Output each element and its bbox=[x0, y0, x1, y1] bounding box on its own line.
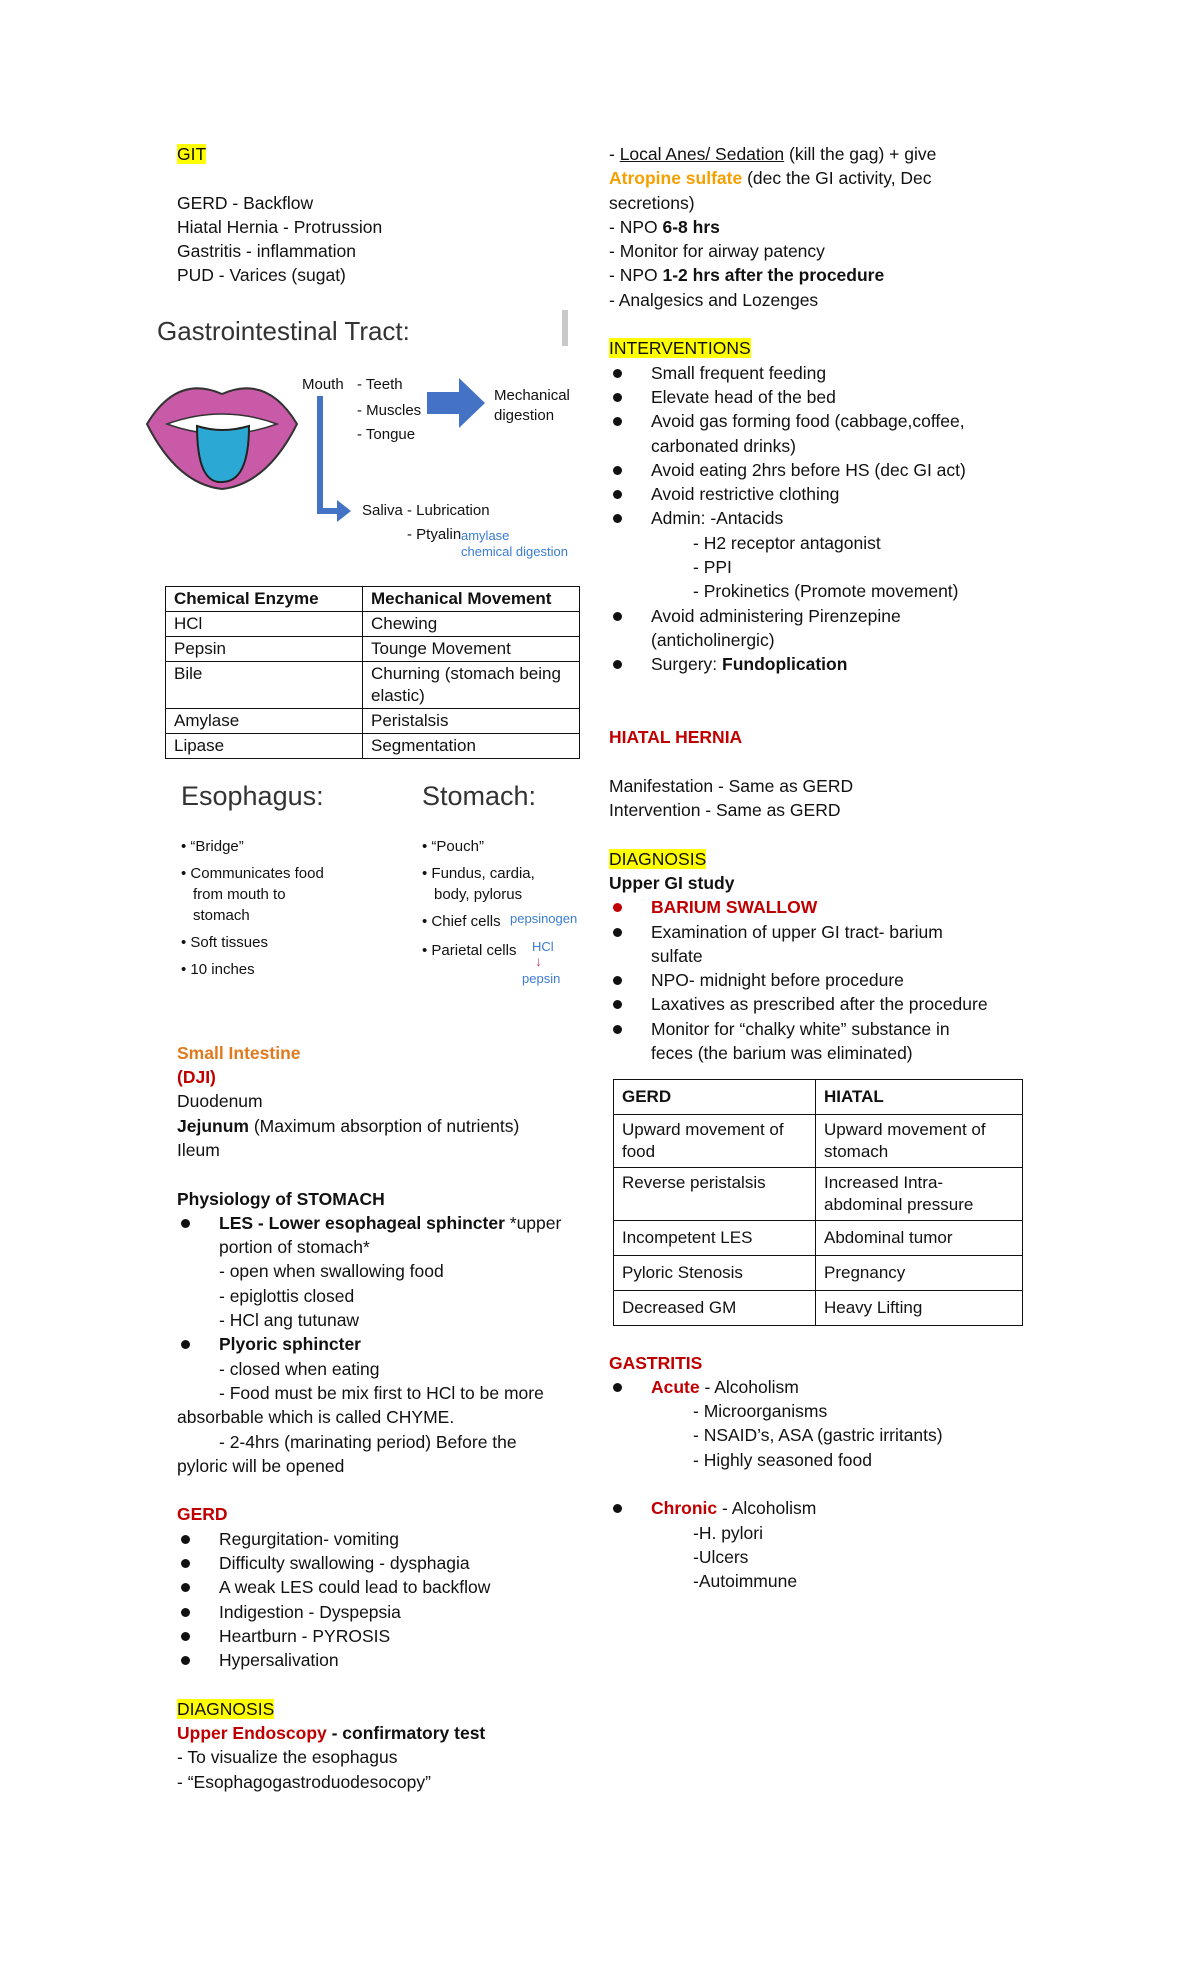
esophagus-item: 10 inches bbox=[190, 960, 255, 978]
npo-line: - NPO 1-2 hrs after the procedure bbox=[609, 265, 885, 286]
table-row bbox=[166, 661, 580, 708]
intervention-item: Avoid administering Pirenzepine bbox=[609, 604, 1029, 628]
gerd-item: Difficulty swallowing - dysphagia bbox=[177, 1551, 597, 1575]
acute-sub: - Microorganisms bbox=[693, 1401, 828, 1422]
gerd-item: A weak LES could lead to backflow bbox=[177, 1575, 597, 1599]
les-sub: - open when swallowing food bbox=[219, 1261, 444, 1282]
table-row bbox=[166, 611, 580, 636]
stomach-item: Parietal cells bbox=[431, 941, 517, 959]
barium-cont: feces (the barium was eliminated) bbox=[651, 1042, 913, 1063]
hcl-note: HCl bbox=[532, 938, 554, 954]
table-header: GERD bbox=[614, 1080, 816, 1115]
ileum-line: Ileum bbox=[177, 1139, 220, 1160]
table-cell: Segmentation bbox=[363, 733, 580, 758]
acute-sub: - Highly seasoned food bbox=[693, 1449, 872, 1470]
table-cell: Lipase bbox=[166, 733, 363, 758]
dji-label: (DJI) bbox=[177, 1067, 216, 1088]
esophagus-list: • “Bridge” • Communicates food from mouth to stomach • Soft tissues • 10 inches bbox=[181, 837, 324, 978]
intervention-item: Small frequent feeding bbox=[609, 361, 1029, 385]
acute-sub: - NSAID’s, ASA (gastric irritants) bbox=[693, 1425, 943, 1446]
npo-line: - NPO 6-8 hrs bbox=[609, 216, 720, 237]
git-heading: GIT bbox=[177, 144, 207, 164]
table-cell: Decreased GM bbox=[614, 1291, 816, 1326]
def-line: Hiatal Hernia - Protrussion bbox=[177, 216, 383, 237]
table-row bbox=[166, 733, 580, 758]
intervention-item: Elevate head of the bed bbox=[609, 385, 1029, 409]
divider-mark bbox=[562, 310, 568, 346]
analgesics-line: - Analgesics and Lozenges bbox=[609, 289, 819, 310]
table-cell: Bile bbox=[166, 661, 363, 708]
barium-cont: sulfate bbox=[651, 945, 703, 966]
def-line: PUD - Varices (sugat) bbox=[177, 265, 346, 286]
acute-item: Acute - Alcoholism bbox=[609, 1375, 1029, 1399]
def-line: Gastritis - inflammation bbox=[177, 241, 356, 262]
admin-sub: - H2 receptor antagonist bbox=[693, 532, 881, 553]
down-right-arrow-icon bbox=[315, 396, 355, 536]
table-row bbox=[614, 1115, 1023, 1168]
duodenum-line: Duodenum bbox=[177, 1091, 263, 1112]
enzyme-table bbox=[165, 586, 580, 759]
gerd-item: Regurgitation- vomiting bbox=[177, 1527, 597, 1551]
table-row bbox=[614, 1168, 1023, 1221]
mech-line: Mechanical bbox=[494, 386, 570, 404]
upper-gi-heading: Upper GI study bbox=[609, 872, 735, 893]
table-cell: HCl bbox=[166, 611, 363, 636]
les-sub: - HCl ang tutunaw bbox=[219, 1310, 360, 1331]
chemical-digestion-note: chemical digestion bbox=[461, 543, 568, 559]
intervention-line: Intervention - Same as GERD bbox=[609, 800, 841, 821]
endoscopy-line: Upper Endoscopy - confirmatory test bbox=[177, 1723, 486, 1744]
manifest-line: Manifestation - Same as GERD bbox=[609, 775, 854, 796]
pyloric-cont: absorbable which is called CHYME. bbox=[177, 1407, 455, 1428]
hiatal-heading: HIATAL HERNIA bbox=[609, 727, 743, 748]
airway-line: - Monitor for airway patency bbox=[609, 241, 825, 262]
pyloric-sub: - closed when eating bbox=[219, 1358, 380, 1379]
atropine-line: Atropine sulfate (dec the GI activity, Dec bbox=[609, 168, 932, 189]
ptyalin-label: - Ptyalin bbox=[407, 525, 462, 543]
intervention-cont: (anticholinergic) bbox=[651, 629, 775, 650]
table-cell: Upward movement of stomach bbox=[816, 1115, 1023, 1168]
table-header: HIATAL bbox=[816, 1080, 1023, 1115]
table-cell: Peristalsis bbox=[363, 708, 580, 733]
les-sub: - epiglottis closed bbox=[219, 1285, 355, 1306]
intervention-item: Avoid eating 2hrs before HS (dec GI act) bbox=[609, 458, 1029, 482]
left-column bbox=[157, 142, 597, 1794]
gerd-item: Hypersalivation bbox=[177, 1648, 597, 1672]
stomach-title: Stomach: bbox=[422, 780, 537, 811]
table-row bbox=[614, 1291, 1023, 1326]
pepsinogen-note: pepsinogen bbox=[510, 910, 578, 926]
amylase-note: amylase bbox=[461, 527, 510, 543]
table-row bbox=[614, 1221, 1023, 1256]
table-cell: Pepsin bbox=[166, 636, 363, 661]
esophagus-item: Soft tissues bbox=[190, 933, 268, 951]
stomach-item: “Pouch” bbox=[431, 837, 484, 855]
barium-sub: Monitor for “chalky white” substance in bbox=[609, 1017, 1029, 1041]
les-bullet: LES - Lower esophageal sphincter *upper bbox=[177, 1211, 597, 1235]
mouth-item: - Muscles bbox=[357, 401, 422, 419]
interventions-heading: INTERVENTIONS bbox=[609, 338, 751, 359]
secretions-line: secretions) bbox=[609, 192, 695, 213]
intervention-item: Avoid gas forming food (cabbage,coffee, bbox=[609, 409, 1029, 433]
mouth-item: - Tongue bbox=[357, 425, 416, 443]
table-cell: Reverse peristalsis bbox=[614, 1168, 816, 1221]
esophagus-item: “Bridge” bbox=[190, 837, 244, 855]
table-cell: Abdominal tumor bbox=[816, 1221, 1023, 1256]
gerd-item: Heartburn - PYROSIS bbox=[177, 1624, 597, 1648]
table-header: Mechanical Movement bbox=[363, 586, 580, 611]
admin-sub: - Prokinetics (Promote movement) bbox=[693, 581, 959, 602]
pyloric-bullet: Plyoric sphincter bbox=[177, 1332, 597, 1356]
physiology-heading: Physiology of STOMACH bbox=[177, 1188, 385, 1209]
table-cell: Upward movement of food bbox=[614, 1115, 816, 1168]
les-cont: portion of stomach* bbox=[219, 1237, 370, 1258]
arrow-down-icon: ↓ bbox=[535, 952, 542, 969]
table-cell: Pyloric Stenosis bbox=[614, 1256, 816, 1291]
intervention-item: Admin: -Antacids bbox=[609, 506, 1029, 530]
surgery-item: Surgery: Fundoplication bbox=[609, 652, 1029, 676]
barium-sub: NPO- midnight before procedure bbox=[609, 968, 1029, 992]
admin-sub: - PPI bbox=[693, 557, 732, 578]
gerd-item: Indigestion - Dyspepsia bbox=[177, 1600, 597, 1624]
endoscopy-sub: - “Esophagogastroduodesocopy” bbox=[177, 1771, 431, 1792]
table-cell: Pregnancy bbox=[816, 1256, 1023, 1291]
gerd-hiatal-table bbox=[613, 1079, 1023, 1326]
table-cell: Increased Intra-abdominal pressure bbox=[816, 1168, 1023, 1221]
chronic-sub: -H. pylori bbox=[693, 1522, 764, 1543]
pepsin-note: pepsin bbox=[522, 970, 561, 986]
mouth-label: Mouth bbox=[302, 375, 344, 393]
chronic-item: Chronic - Alcoholism bbox=[609, 1496, 1029, 1520]
mechanical-label bbox=[494, 386, 570, 426]
table-row bbox=[614, 1256, 1023, 1291]
gi-tract-title: Gastrointestinal Tract: bbox=[157, 315, 410, 346]
table-cell: Amylase bbox=[166, 708, 363, 733]
endoscopy-sub: - To visualize the esophagus bbox=[177, 1747, 398, 1768]
barium-sub: Laxatives as prescribed after the procedure bbox=[609, 992, 1029, 1016]
def-line: GERD - Backflow bbox=[177, 192, 314, 213]
table-cell: Incompetent LES bbox=[614, 1221, 816, 1256]
table-header-row bbox=[166, 586, 580, 611]
table-cell: Tounge Movement bbox=[363, 636, 580, 661]
stomach-item: Chief cells bbox=[431, 912, 501, 930]
chronic-sub: -Ulcers bbox=[693, 1546, 749, 1567]
table-row bbox=[166, 708, 580, 733]
anes-line: - Local Anes/ Sedation (kill the gag) + give bbox=[609, 144, 937, 164]
mech-line: digestion bbox=[494, 406, 555, 424]
table-cell: Heavy Lifting bbox=[816, 1291, 1023, 1326]
table-header: Chemical Enzyme bbox=[166, 586, 363, 611]
gi-tract-diagram bbox=[157, 315, 597, 586]
gerd-heading: GERD bbox=[177, 1504, 228, 1525]
diagnosis-heading: DIAGNOSIS bbox=[177, 1698, 275, 1719]
stomach-item: Fundus, cardia, body, pylorus bbox=[431, 864, 535, 903]
stomach-list: • “Pouch” • Fundus, cardia, body, pylorus • Chief cells • Parietal cells bbox=[422, 837, 535, 959]
esophagus-title: Esophagus: bbox=[181, 780, 324, 811]
intervention-item: Avoid restrictive clothing bbox=[609, 482, 1029, 506]
pyloric-sub: - 2-4hrs (marinating period) Before the bbox=[219, 1431, 517, 1452]
right-arrow-icon bbox=[427, 378, 487, 428]
jejunum-line: Jejunum (Maximum absorption of nutrients) bbox=[177, 1115, 520, 1136]
table-row bbox=[166, 636, 580, 661]
table-cell: Churning (stomach being elastic) bbox=[363, 661, 580, 708]
barium-sub: Examination of upper GI tract- barium bbox=[609, 920, 1029, 944]
pyloric-cont: pyloric will be opened bbox=[177, 1455, 345, 1476]
esophagus-item: Communicates food from mouth to stomach bbox=[190, 864, 324, 924]
table-cell: Chewing bbox=[363, 611, 580, 636]
table-header-row bbox=[614, 1080, 1023, 1115]
lips-tongue-icon bbox=[137, 364, 307, 504]
barium-item: BARIUM SWALLOW bbox=[609, 895, 1029, 919]
chronic-sub: -Autoimmune bbox=[693, 1571, 798, 1592]
esophagus-stomach-section bbox=[177, 781, 597, 1041]
saliva-label: Saliva - Lubrication bbox=[362, 501, 490, 519]
mouth-item: - Teeth bbox=[357, 375, 403, 393]
gastritis-heading: GASTRITIS bbox=[609, 1352, 703, 1373]
pyloric-sub: - Food must be mix first to HCl to be more bbox=[219, 1382, 544, 1403]
right-column bbox=[609, 142, 1029, 1594]
small-intestine-heading: Small Intestine bbox=[177, 1042, 301, 1063]
diagnosis-heading-right: DIAGNOSIS bbox=[609, 848, 707, 869]
intervention-cont: carbonated drinks) bbox=[651, 435, 796, 456]
